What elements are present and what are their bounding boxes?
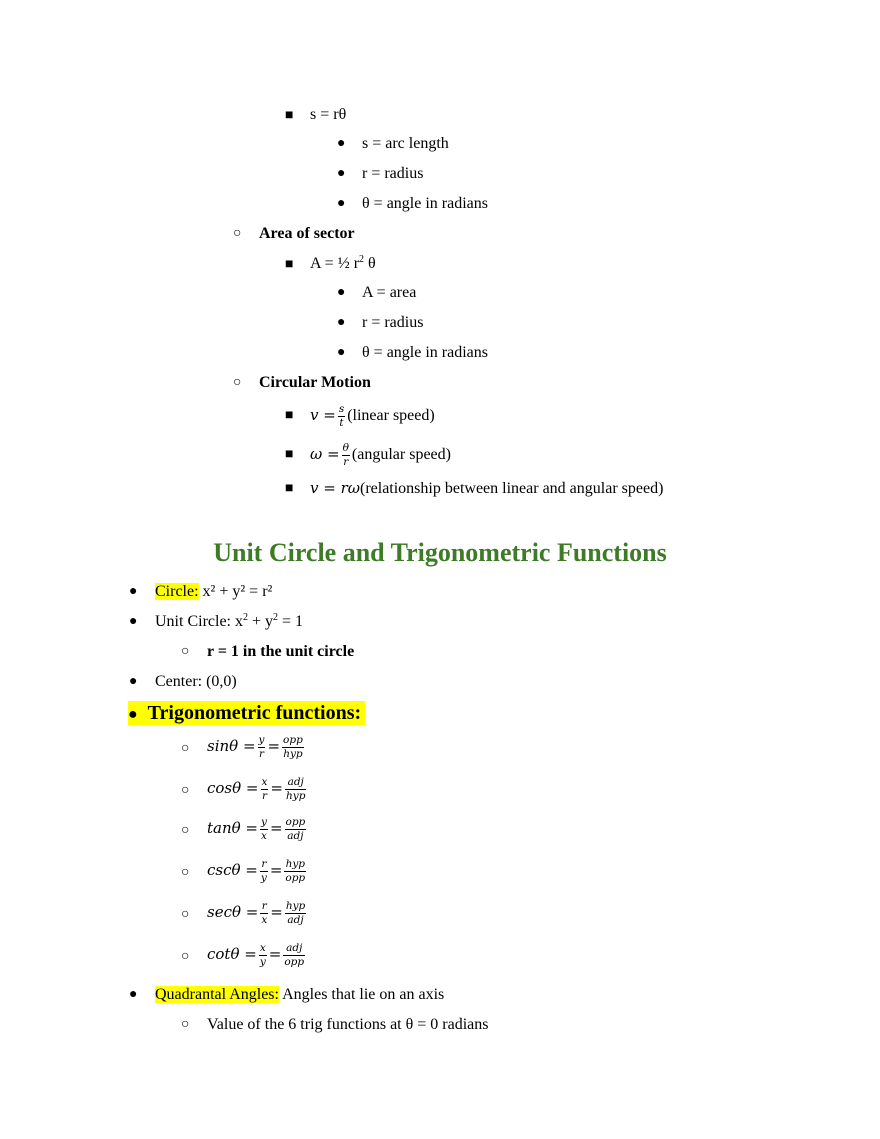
circular-motion-title: Circular Motion	[259, 374, 371, 391]
disc-bullet: ●	[129, 584, 138, 599]
circle-bullet: ○	[181, 823, 190, 838]
center-note: Center: (0,0)	[155, 673, 237, 690]
numerator: adj	[283, 942, 305, 956]
denominator: r	[258, 747, 265, 760]
exponent: 2	[242, 612, 248, 623]
trig-function-row	[207, 854, 308, 887]
circle-bullet: ○	[181, 907, 190, 922]
sector-title: Area of sector	[259, 225, 355, 242]
numerator: r	[261, 899, 267, 912]
fraction	[338, 403, 345, 430]
circle-equation	[155, 582, 272, 602]
fraction	[284, 858, 306, 885]
trig-fn: secθ =	[207, 903, 259, 921]
denominator: adj	[287, 829, 304, 842]
square-bullet: ■	[285, 257, 294, 272]
fraction	[261, 776, 269, 803]
numerator: r	[261, 857, 267, 870]
unit-radius-note: r = 1 in the unit circle	[207, 643, 355, 660]
linear-speed-formula	[310, 400, 435, 431]
trig-fn: cscθ =	[207, 861, 258, 879]
trig-fn: cotθ =	[207, 945, 257, 963]
fraction	[258, 734, 266, 761]
fraction	[285, 900, 306, 927]
disc-bullet: ●	[337, 196, 346, 211]
denominator: hyp	[286, 789, 306, 802]
angular-speed-formula	[310, 439, 451, 470]
denominator: adj	[287, 913, 304, 926]
fraction	[282, 734, 304, 761]
denominator: opp	[284, 955, 305, 968]
trig-title-text: Trigonometric functions:	[147, 702, 362, 724]
denominator: hyp	[283, 747, 303, 760]
equals-sign: =	[270, 779, 283, 797]
trig-function-row	[207, 812, 308, 845]
disc-bullet: ●	[337, 345, 346, 360]
fraction	[283, 942, 305, 969]
trig-function-row	[207, 730, 306, 763]
formula-description: (linear speed)	[347, 407, 435, 424]
circle-bullet: ○	[181, 644, 190, 659]
equals-sign: =	[267, 737, 281, 755]
exponent: 2	[273, 612, 279, 623]
disc-bullet: ●	[337, 166, 346, 181]
circle-label-highlight: Circle:	[155, 583, 199, 600]
denominator: x	[261, 913, 268, 926]
sector-formula-part: θ	[364, 255, 376, 272]
fraction	[342, 442, 350, 469]
sector-formula-exponent: 2	[359, 254, 365, 265]
denominator: y	[260, 871, 267, 884]
fraction	[260, 816, 268, 843]
circle-eq-text: x² + y² = r²	[198, 583, 273, 600]
fraction	[260, 858, 268, 885]
sector-formula-part: A = ½ r	[310, 255, 360, 272]
unit-circle-equation	[155, 612, 303, 632]
disc-bullet: ●	[337, 285, 346, 300]
disc-bullet: ●	[128, 706, 138, 723]
denominator: r	[261, 789, 267, 802]
disc-bullet: ●	[129, 614, 138, 629]
quadrantal-angles	[155, 985, 444, 1005]
numerator: y	[261, 815, 267, 828]
speed-relationship-formula	[310, 478, 663, 499]
trig-function-row	[207, 772, 308, 805]
sector-def-r: r = radius	[362, 314, 424, 331]
sector-formula	[310, 254, 376, 274]
fraction	[259, 942, 267, 969]
disc-bullet: ●	[337, 315, 346, 330]
equals-sign: =	[269, 861, 283, 879]
eq-part: = 1	[278, 613, 304, 630]
numerator: x	[259, 941, 266, 954]
trig-fn: sinθ =	[207, 737, 256, 755]
denominator: t	[339, 416, 344, 429]
circle-bullet: ○	[181, 949, 190, 964]
sector-def-theta: θ = angle in radians	[362, 344, 488, 361]
numerator: x	[261, 775, 268, 788]
disc-bullet: ●	[337, 136, 346, 151]
equals-sign: =	[269, 819, 283, 837]
circle-bullet: ○	[181, 865, 190, 880]
numerator: hyp	[285, 857, 305, 870]
sector-def-a: A = area	[362, 284, 417, 301]
fraction	[260, 900, 268, 927]
disc-bullet: ●	[129, 987, 138, 1002]
arc-def-r: r = radius	[362, 165, 424, 182]
circle-bullet: ○	[233, 226, 242, 241]
equals-sign: =	[270, 903, 283, 921]
fraction	[285, 816, 307, 843]
trig-function-row	[207, 938, 307, 971]
section-heading: Unit Circle and Trigonometric Functions	[213, 538, 667, 567]
equals-sign: =	[268, 945, 282, 963]
numerator: opp	[285, 815, 306, 828]
disc-bullet: ●	[129, 674, 138, 689]
quadrantal-text: Angles that lie on an axis	[278, 986, 445, 1003]
arc-length-formula: s = rθ	[310, 106, 347, 123]
quadrantal-label-highlight: Quadrantal Angles:	[155, 986, 279, 1003]
value-note: Value of the 6 trig functions at θ = 0 radians	[207, 1016, 489, 1033]
trig-fn: cosθ =	[207, 779, 259, 797]
eq-part: Unit Circle: x	[155, 613, 243, 630]
circle-bullet: ○	[233, 375, 242, 390]
square-bullet: ■	[285, 408, 294, 423]
circle-bullet: ○	[181, 783, 190, 798]
trig-functions-title	[128, 701, 365, 725]
trig-function-row	[207, 896, 308, 929]
square-bullet: ■	[285, 108, 294, 123]
numerator: y	[258, 733, 265, 746]
circle-bullet: ○	[181, 1017, 190, 1032]
eq-part: + y	[247, 613, 274, 630]
arc-def-theta: θ = angle in radians	[362, 195, 488, 212]
arc-def-s: s = arc length	[362, 135, 449, 152]
formula-description: (angular speed)	[351, 446, 451, 463]
numerator: opp	[283, 733, 303, 746]
math-lhs: v =	[310, 406, 336, 424]
square-bullet: ■	[285, 447, 294, 462]
denominator: opp	[285, 871, 306, 884]
denominator: y	[259, 955, 266, 968]
trig-fn: tanθ =	[207, 819, 258, 837]
math-lhs: v = rω	[310, 479, 360, 497]
numerator: θ	[342, 441, 349, 454]
math-lhs: ω =	[310, 445, 340, 463]
circle-bullet: ○	[181, 741, 190, 756]
denominator: x	[261, 829, 267, 842]
numerator: s	[338, 402, 345, 415]
formula-description: (relationship between linear and angular speed)	[359, 480, 664, 497]
denominator: r	[343, 455, 349, 468]
fraction	[285, 776, 306, 803]
numerator: adj	[285, 776, 306, 790]
numerator: hyp	[285, 899, 306, 912]
square-bullet: ■	[285, 481, 294, 496]
